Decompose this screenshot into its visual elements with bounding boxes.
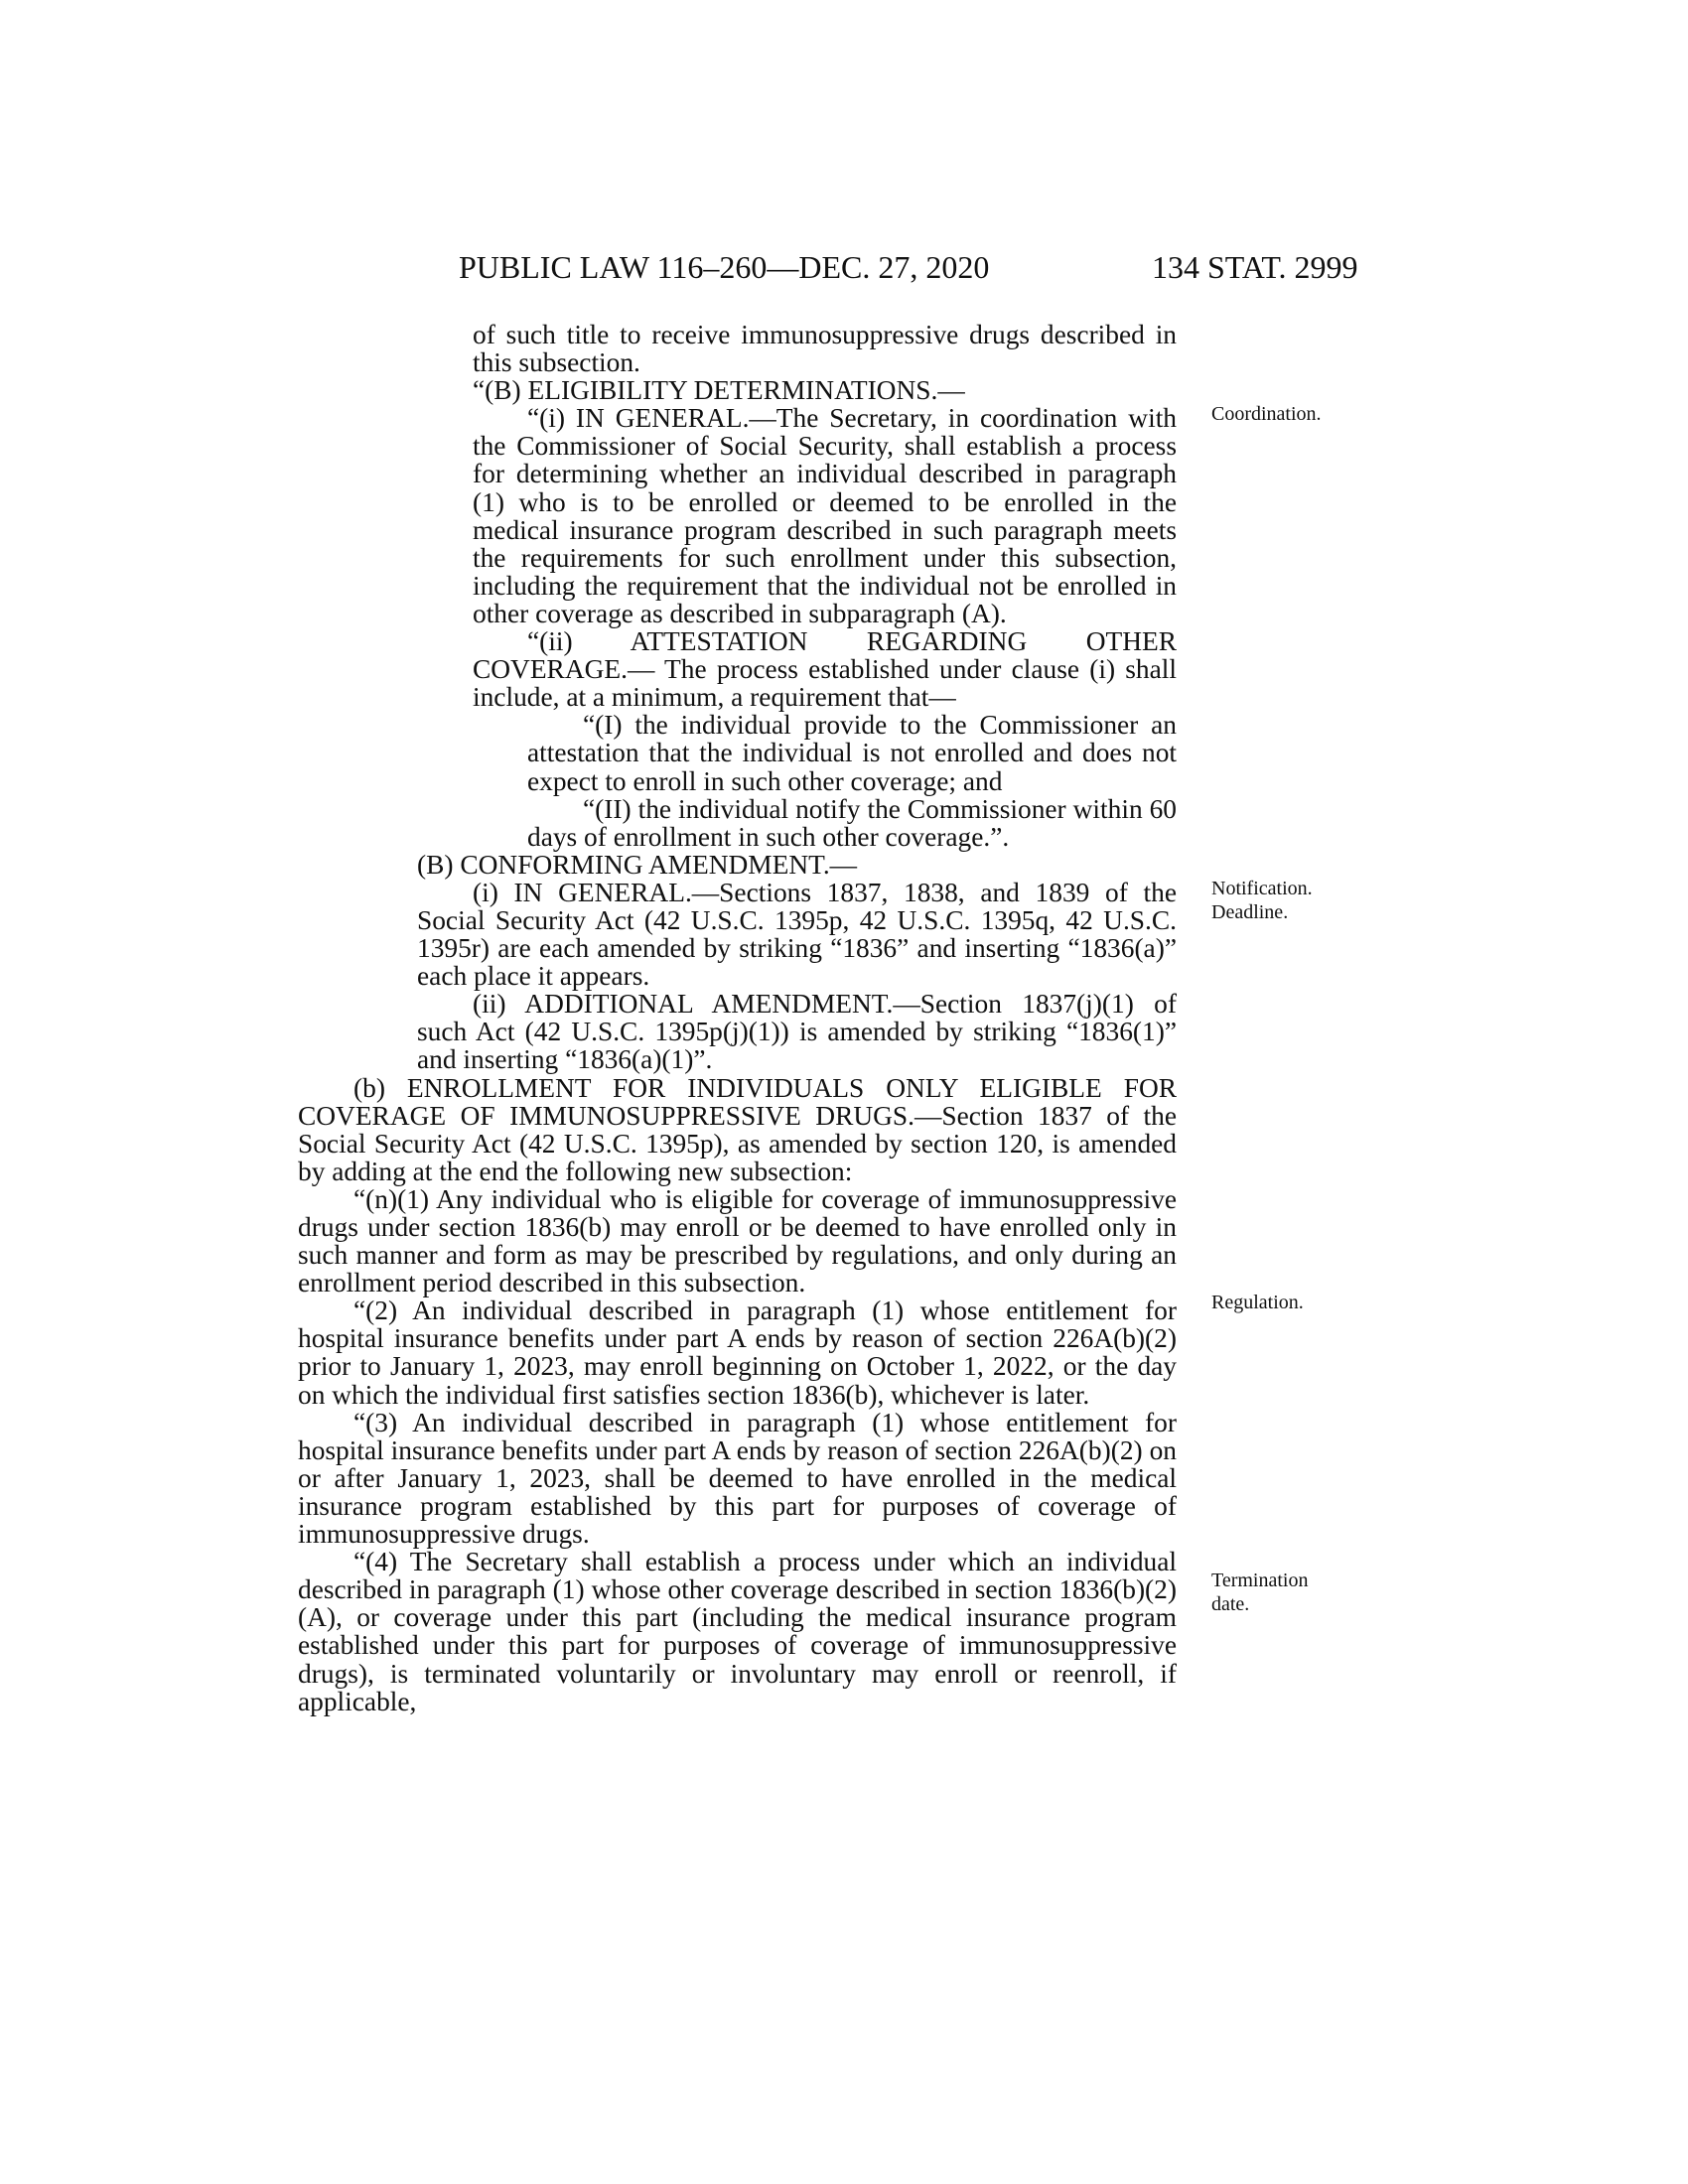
margin-note-date: date. [1211,1593,1250,1615]
clause-i-in-general: “(i) IN GENERAL.—The Secretary, in coordination with the Commissioner of Social Security, shall establish a process for determining whether an individual described in paragraph (1) who is to be enrolled or deemed to be enrolled in the medical insurance program described in such paragraph meets the requirements for such enrollment under this subsection, including the requirement that the individual not be enrolled in other coverage as described in subparagraph (A). [473,403,1177,628]
paragraph-4: “(4) The Secretary shall establish a process under which an individual described in paragraph (1) whose other coverage described in section 1836(b)(2)(A), or coverage under this part (including the medical insurance program established under this part for purposes of coverage of immunosuppressive drugs), is terminated voluntarily or involuntary may enroll or reenroll, if applicable, [298,1547,1177,1716]
paragraph-continuation: of such title to receive immunosuppressive drugs described in this subsection. [473,320,1177,378]
running-header-title: PUBLIC LAW 116–260—DEC. 27, 2020 [459,249,990,285]
heading-conforming-amendment: (B) CONFORMING AMENDMENT.— [417,849,858,880]
body-text [298,321,1177,1715]
paragraph-2: “(2) An individual described in paragraph (1) whose entitlement for hospital insurance benefits under part A ends by reason of section 226A(b)(2) prior to January 1, 2023, may enroll beginning on October 1, 2022, or the day on which the individual first satisfies section 1836(b), whichever is later. [298,1296,1177,1410]
heading-eligibility-determinations: “(B) ELIGIBILITY DETERMINATIONS.— [473,375,965,406]
subclause-I: “(I) the individual provide to the Commissioner an attestation that the individual is not enrolled and does not expect to enroll in such other coverage; and [527,710,1177,796]
clause-ii-attestation: “(ii) ATTESTATION REGARDING OTHER COVERAGE.— The process established under clause (i) shall include, at a minimum, a requirement that— [473,626,1177,713]
clause-ii-additional-amendment: (ii) ADDITIONAL AMENDMENT.—Section 1837(j)(1) of such Act (42 U.S.C. 1395p(j)(1)) is amended by striking “1836(1)” and inserting “1836(a)(1)”. [417,989,1177,1075]
paragraph-3: “(3) An individual described in paragraph (1) whose entitlement for hospital insurance benefits under part A ends by reason of section 226A(b)(2) on or after January 1, 2023, shall be deemed to have enrolled in the medical insurance program established by this part for purposes of coverage of immunosuppressive drugs. [298,1407,1177,1550]
paragraph-n1: “(n)(1) Any individual who is eligible for coverage of immunosuppressive drugs under section 1836(b) may enroll or be deemed to have enrolled only in such manner and form as may be prescribed by regulations, and only during an enrollment period described in this subsection. [298,1183,1177,1298]
margin-note-termination: Termination [1211,1570,1309,1591]
subclause-II: “(II) the individual notify the Commissioner within 60 days of enrollment in such other coverage.”. [527,793,1177,852]
subsection-b-enrollment: (b) ENROLLMENT FOR INDIVIDUALS ONLY ELIGIBLE FOR COVERAGE OF IMMUNOSUPPRESSIVE DRUGS.—Section 1837 of the Social Security Act (42 U.S.C. 1395p), as amended by section 120, is amended by adding at the end the following new subsection: [298,1072,1177,1186]
margin-note-coordination: Coordination. [1211,403,1322,425]
margin-note-deadline: Deadline. [1211,901,1289,923]
clause-i-conforming: (i) IN GENERAL.—Sections 1837, 1838, and 1839 of the Social Security Act (42 U.S.C. 1395p, 42 U.S.C. 1395q, 42 U.S.C. 1395r) are each amended by striking “1836” and inserting “1836(a)” each place it appears. [417,877,1177,992]
running-header-page-number: 134 STAT. 2999 [1152,249,1358,285]
margin-note-regulation: Regulation. [1211,1292,1304,1313]
margin-note-notification: Notification. [1211,878,1313,899]
